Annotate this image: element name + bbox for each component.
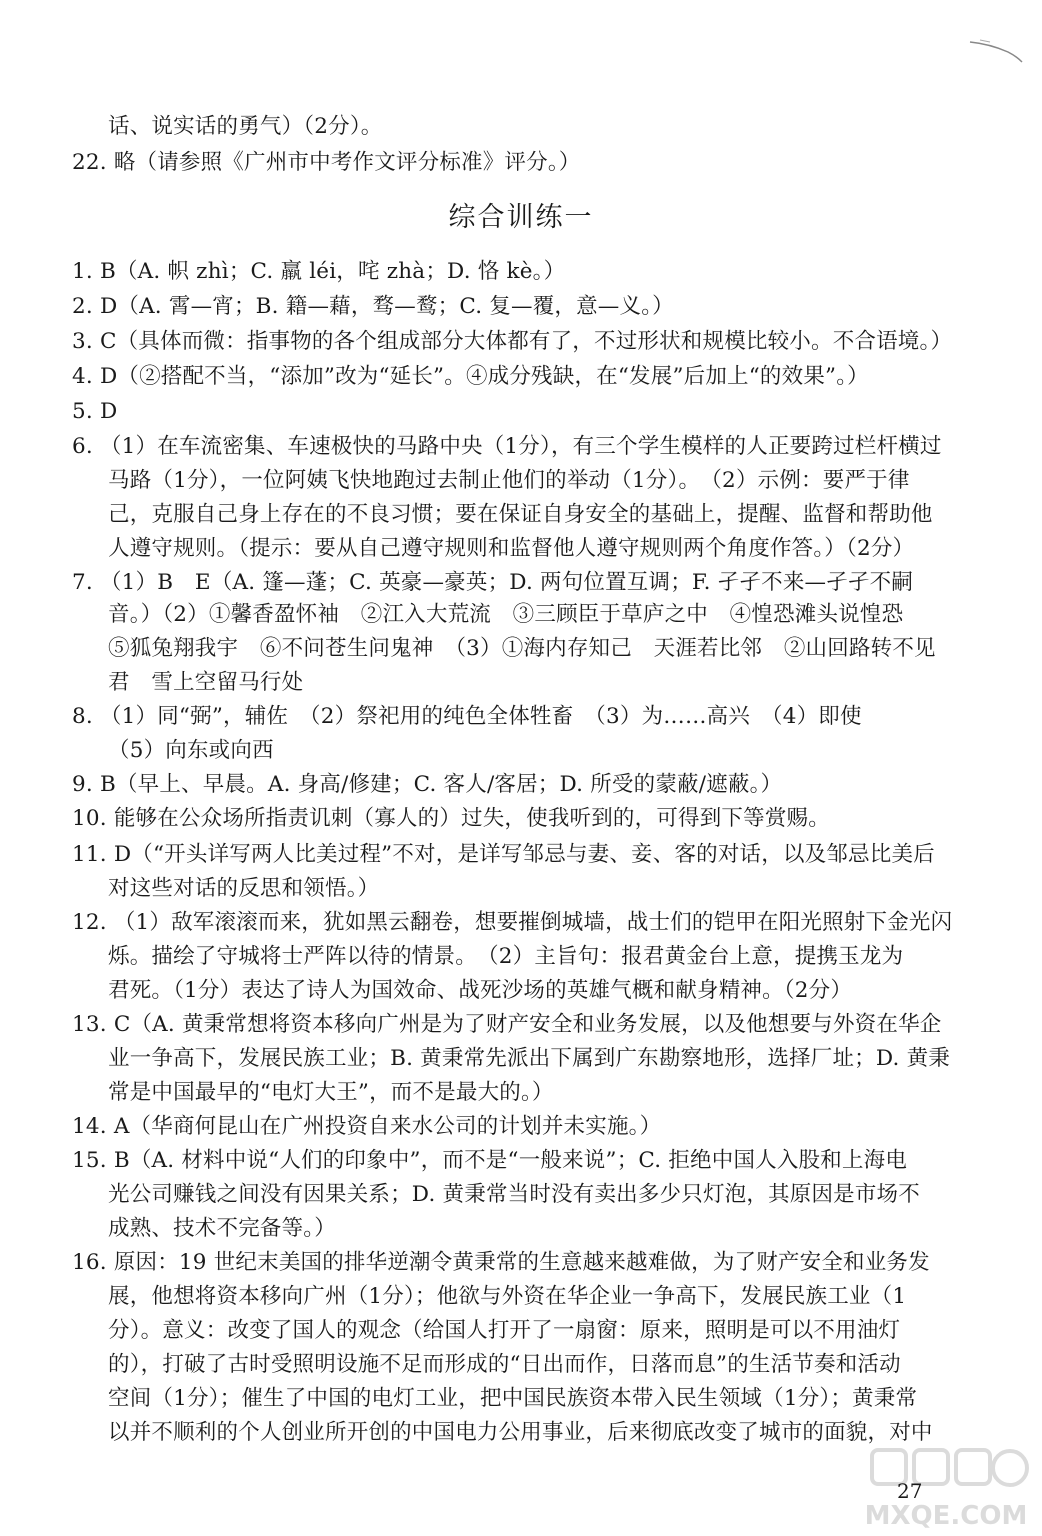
answer-line: 常是中国最早的“电灯大王”，而不是最大的。） (108, 1080, 554, 1105)
answer-line: 9. B（早上、早晨。A. 身高/修建；C. 客人/客居；D. 所受的蒙蔽/遮蔽。） (72, 772, 783, 797)
answer-line: 11. D（“开头详写两人比美过程”不对，是详写邹忌与妻、妾、客的对话，以及邹忌比美后 (72, 842, 935, 867)
svg-text:MXQE.COM: MXQE.COM (864, 1501, 1028, 1531)
answer-line: 1. B（A. 帜 zhì；C. 羸 léi，咤 zhà；D. 恪 kè。） (72, 259, 566, 284)
answer-line: 话、说实话的勇气）（2分）。 (108, 114, 383, 139)
answer-line: 15. B（A. 材料中说“人们的印象中”，而不是“一般来说”；C. 拒绝中国人入股和上海电 (72, 1148, 908, 1173)
answer-line: 分）。意义：改变了国人的观念（给国人打开了一扇窗：原来，照明是可以不用油灯 (108, 1318, 901, 1343)
answer-line: 4. D（②搭配不当，“添加”改为“延长”。④成分残缺，在“发展”后加上“的效果”。） (72, 364, 869, 389)
page-number: 27 (897, 1479, 923, 1503)
answer-line: ⑤狐兔翔我宇 ⑥不问苍生问鬼神 （3）①海内存知己 天涯若比邻 ②山回路转不见 (108, 636, 936, 661)
answer-line: 己，克服自己身上存在的不良习惯；要在保证自身安全的基础上，提醒、监督和帮助他 (108, 502, 933, 527)
answer-line: 马路（1分），一位阿姨飞快地跑过去制止他们的举动（1分）。 （2）示例：要严于律 (108, 468, 910, 493)
answer-line: 13. C（A. 黄秉常想将资本移向广州是为了财产安全和业务发展，以及他想要与外资在华企 (72, 1012, 942, 1037)
scan-corner-mark (968, 36, 1024, 64)
answer-line: 展，他想将资本移向广州（1分）；他欲与外资在华企业一争高下，发展民族工业（1 (108, 1284, 907, 1309)
answer-line: 10. 能够在公众场所指责讥刺（寡人的）过失，使我听到的，可得到下等赏赐。 (72, 806, 830, 831)
answer-line: 22. 略（请参照《广州市中考作文评分标准》评分。） (72, 150, 581, 175)
answer-line: 君 雪上空留马行处 (108, 670, 304, 695)
answer-line: 14. A（华商何昆山在广州投资自来水公司的计划并未实施。） (72, 1114, 662, 1139)
answer-line: 烁。描绘了守城将士严阵以待的情景。 （2）主旨句：报君黄金台上意，提携玉龙为 (108, 944, 904, 969)
answer-line: 光公司赚钱之间没有因果关系；D. 黄秉常当时没有卖出多少只灯泡，其原因是市场不 (108, 1182, 920, 1207)
answer-line: （5）向东或向西 (108, 738, 274, 763)
answer-line: 君死。（1分）表达了诗人为国效命、战死沙场的英雄气概和献身精神。（2分） (108, 978, 853, 1003)
answer-line: 空间（1分）；催生了中国的电灯工业，把中国民族资本带入民生领域（1分）；黄秉常 (108, 1386, 918, 1411)
answer-line: 人遵守规则。（提示：要从自己遵守规则和监督他人遵守规则两个角度作答。）（2分） (108, 536, 915, 561)
answer-line: 2. D（A. 霄—宵；B. 籍—藉，骛—鹜；C. 复—覆，意—义。） (72, 294, 674, 319)
answer-line: 对这些对话的反思和领悟。） (108, 876, 380, 901)
answer-line: 8. （1）同“弼”，辅佐 （2）祭祀用的纯色全体牲畜 （3）为……高兴 （4）即使 (72, 704, 862, 729)
watermark-logo (858, 1446, 1034, 1534)
answer-line: 7. （1）B E（A. 篷—蓬；C. 英豪—豪英；D. 两句位置互调；F. 孑孑不来—孑孑不嗣 (72, 570, 914, 595)
answer-line: 业一争高下，发展民族工业；B. 黄秉常先派出下属到广东勘察地形，选择厂址；D. 黄秉 (108, 1046, 951, 1071)
answer-line: 的），打破了古时受照明设施不足而形成的“日出而作，日落而息”的生活节奏和活动 (108, 1352, 901, 1377)
answer-line: 6. （1）在车流密集、车速极快的马路中央（1分），有三个学生模样的人正要跨过栏杆横过 (72, 434, 942, 459)
answer-line: 成熟、技术不完备等。） (108, 1216, 336, 1241)
answer-line: 5. D (72, 399, 118, 424)
answer-line: 音。）（2）①馨香盈怀袖 ②江入大荒流 ③三顾臣于草庐之中 ④惶恐滩头说惶恐 (108, 602, 904, 627)
answer-line: 以并不顺利的个人创业所开创的中国电力公用事业，后来彻底改变了城市的面貌，对中 (108, 1420, 933, 1445)
answer-line: 12. （1）敌军滚滚而来，犹如黑云翻卷，想要摧倒城墙，战士们的铠甲在阳光照射下金光闪 (72, 910, 953, 935)
answer-line: 16. 原因：19 世纪末美国的排华逆潮令黄秉常的生意越来越难做，为了财产安全和业务发 (72, 1250, 930, 1275)
section-title: 综合训练一 (448, 202, 594, 233)
answer-line: 3. C（具体而微：指事物的各个组成部分大体都有了，不过形状和规模比较小。不合语境。） (72, 329, 953, 354)
